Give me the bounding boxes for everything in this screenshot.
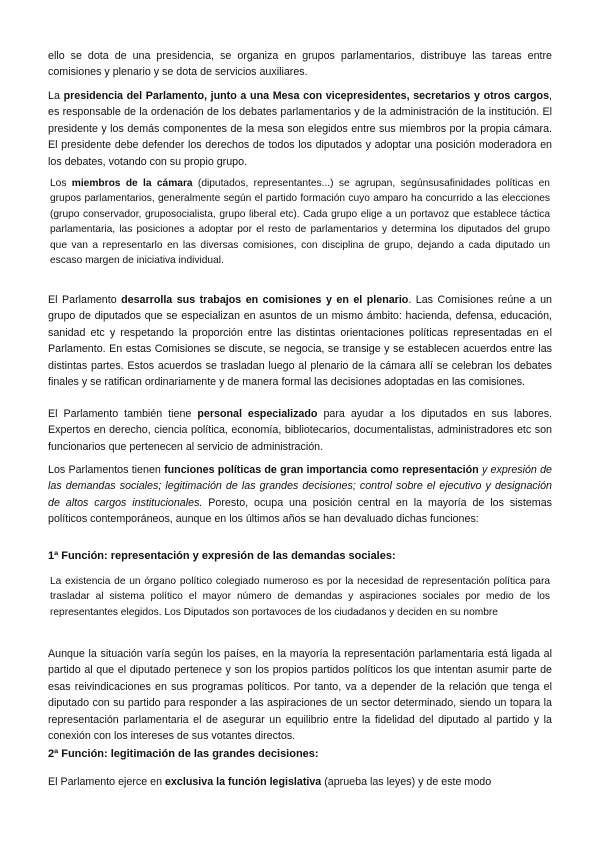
paragraph-situacion: Aunque la situación varía según los países, en la mayoría la representación parlamentaria está ligada al partido al que el diputado pertenece y son los propios partidos políticos los que intentan asumir parte de esas reivindicaciones en sus programas políticos. Por tanto, va a depender de la relación que tenga el diputado con su partido para responder a las aspiraciones de un sector determinado, siendo un topara la representación parlamentaria el de asegurar un equilibrio entre la fidelidad del diputado al partido y la conexión con los intereses de sus votantes directos.: [48, 648, 552, 743]
bold-presidencia: presidencia del Parlamento, junto a una Mesa con vicepresidentes, secretarios y otros cargos: [63, 90, 550, 102]
paragraph-comisiones: El Parlamento desarrolla sus trabajos en comisiones y en el plenario. Las Comisiones reúne a un grupo de diputados que se especializan en asuntos de un mismo ámbito: hacienda, defensa, educación, sanidad etc y respetando la proporción entre las distintas orientaciones políticas representadas en el Parlamento. En estas Comisiones se discute, se negocia, se transige y se establecen acuerdos entre las distintas partes. Estos acuerdos se trasladan luego al plenario de la cámara allí se celebran los debates finales y se ratifican ordinariamente y de manera formal las decisiones adoptadas en las comisiones.: [48, 294, 552, 389]
bold-legislativa: exclusiva la función legislativa: [165, 776, 322, 788]
paragraph-representacion: La existencia de un órgano político colegiado numeroso es por la necesidad de representación política para trasladar al sistema político el mayor número de demandas y aspiraciones sociales por medio de los representantes elegidos. Los Diputados son portavoces de los ciudadanos y deciden en su nombre: [50, 576, 550, 618]
paragraph-legislativa: El Parlamento ejerce en exclusiva la función legislativa (aprueba las leyes) y de este modo: [48, 776, 492, 788]
bold-funciones: funciones políticas de gran importancia como representación: [164, 464, 479, 476]
bold-personal: personal especializado: [197, 408, 318, 420]
bold-miembros: miembros de la cámara: [71, 178, 193, 189]
paragraph-intro: ello se dota de una presidencia, se organiza en grupos parlamentarios, distribuye las tareas entre comisiones y plenario y se dota de servicios auxiliares.: [48, 50, 552, 79]
paragraph-miembros: Los miembros de la cámara (diputados, representantes...) se agrupan, segúnsusafinidades políticas en grupos parlamentarios, generalmente según el partido formación cuyo amparo ha concurrido a las elecciones (grupo conservador, gruposocialista, grupo liberal etc). Cada grupo elige a un portavoz que establece táctica parlamentaria, las posiciones a adoptar por el resto de parlamentarios y determina los diputados del grupo que van a representarlo en las diversas comisiones, con disciplina de grupo, dejando a cada diputado un escaso margen de iniciativa individual.: [50, 178, 550, 267]
paragraph-personal: El Parlamento también tiene personal especializado para ayudar a los diputados en sus labores. Expertos en derecho, ciencia política, economía, bibliotecarios, documentalistas, administradores etc son funcionarios que pertenecen al servicio de administración.: [48, 408, 553, 453]
italic-funciones: y expresión de las demandas sociales; legitimación de las grandes decisiones; control sobre el ejecutivo y designación de altos cargos institucionales.: [48, 464, 552, 509]
paragraph-presidencia: La presidencia del Parlamento, junto a una Mesa con vicepresidentes, secretarios y otros cargos, es responsable de la ordenación de los debates parlamentarios y de la administración de la institución. El presidente y los demás componentes de la mesa son elegidos entre sus miembros por la propia cámara. El presidente debe defender los derechos de todos los diputados y adoptar una posición moderadora en los debates, votando con su propio grupo.: [48, 90, 552, 168]
bold-comisiones: desarrolla sus trabajos en comisiones y en el plenario: [121, 294, 409, 306]
heading-funcion-1: 1ª Función: representación y expresión de las demandas sociales:: [48, 550, 396, 562]
paragraph-funciones: Los Parlamentos tienen funciones políticas de gran importancia como representación y expresión de las demandas sociales; legitimación de las grandes decisiones; control sobre el ejecutivo y designación de altos cargos institucionales. Poresto, ocupa una posición central en la mayoría de los sistemas políticos contemporáneos, aunque en los últimos años se han devaluado dichas funciones:: [48, 464, 552, 526]
heading-funcion-2: 2ª Función: legitimación de las grandes decisiones:: [48, 748, 319, 760]
